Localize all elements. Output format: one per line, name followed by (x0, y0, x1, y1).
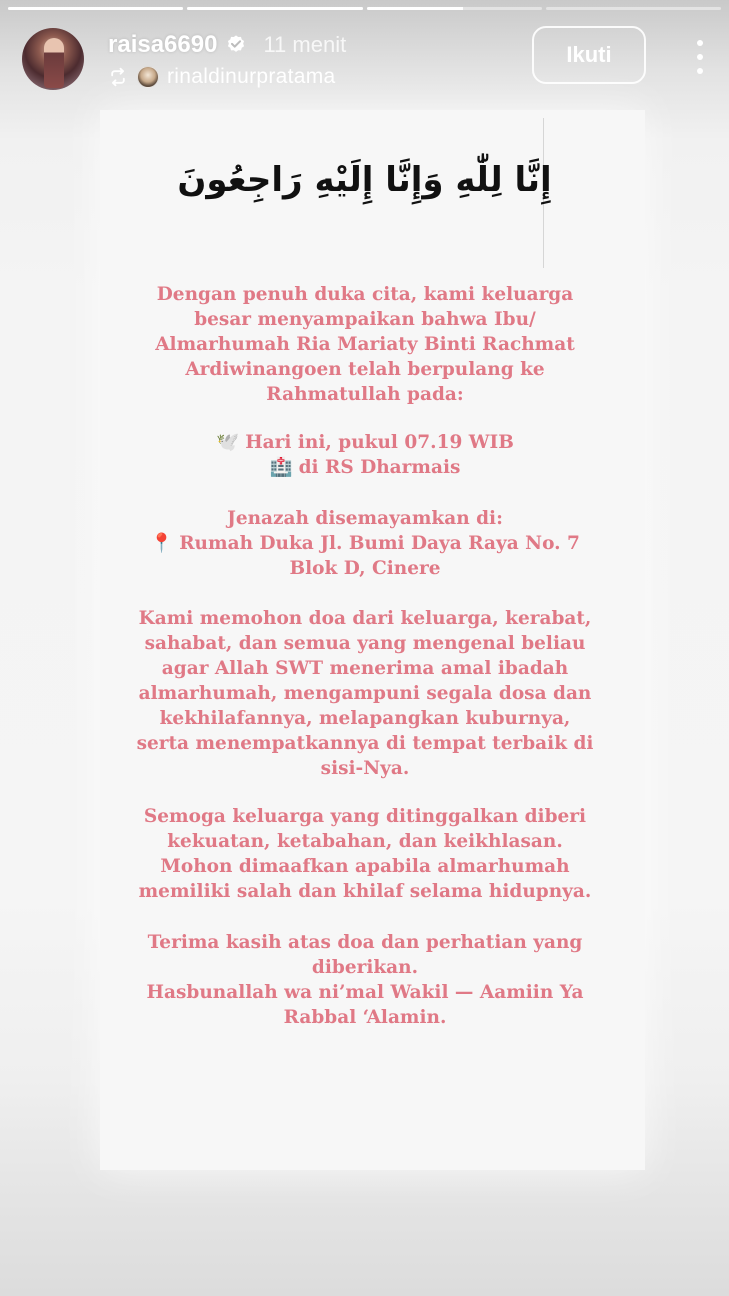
repost-attribution[interactable] (108, 64, 336, 90)
text-line: kekuatan, ketabahan, dan keikhlasan. (167, 831, 563, 852)
story-progress-bar (8, 7, 721, 10)
text-line: Hasbunallah wa ni’mal Wakil — Aamiin Ya (146, 982, 584, 1003)
paragraph-time-place (110, 430, 620, 480)
avatar-figure (44, 38, 64, 88)
progress-segment (8, 7, 183, 10)
text-line: sahabat, dan semua yang mengenal beliau (144, 633, 586, 654)
text-line: Rahmatullah pada: (266, 384, 464, 405)
repost-user-avatar (137, 66, 159, 88)
paragraph-funeral-home (110, 506, 620, 581)
text-line: diberikan. (311, 957, 419, 978)
paragraph-closing (110, 930, 620, 1030)
text-line: Mohon dimaafkan apabila almarhumah (160, 856, 570, 877)
more-vertical-icon[interactable] (691, 40, 709, 74)
text-line (110, 455, 620, 480)
repost-username[interactable]: rinaldinurpratama (167, 65, 336, 88)
post-time: 11 menit (263, 32, 347, 57)
username-link[interactable]: raisa6690 (108, 31, 218, 58)
progress-segment (546, 7, 721, 10)
text-line: besar menyampaikan bahwa Ibu/ (194, 309, 536, 330)
more-dot (697, 40, 703, 46)
text-line: Blok D, Cinere (289, 558, 441, 579)
dove-icon: 🕊️ (216, 432, 240, 453)
text-line: Ardiwinangoen telah berpulang ke (185, 359, 545, 380)
text-line: memiliki salah dan khilaf selama hidupnya. (138, 881, 592, 902)
time-text: Hari ini, pukul 07.19 WIB (245, 432, 514, 453)
hospital-text: di RS Dharmais (298, 457, 461, 478)
text-line: almarhumah, mengampuni segala dosa dan (138, 683, 592, 704)
follow-button[interactable]: Ikuti (532, 26, 646, 84)
text-line: Dengan penuh duka cita, kami keluarga (156, 284, 574, 305)
story-header (22, 26, 709, 92)
text-line: Rabbal ‘Alamin. (283, 1007, 447, 1028)
more-dot (697, 68, 703, 74)
arabic-calligraphy: إِنَّا لِلّٰهِ وَإِنَّا إِلَيْهِ رَاجِعُونَ (177, 160, 552, 200)
hospital-icon: 🏥 (269, 457, 293, 478)
text-line (110, 430, 620, 455)
location-pin-icon: 📍 (150, 533, 174, 554)
paragraph-prayer-request (110, 606, 620, 781)
text-line: Jenazah disemayamkan di: (227, 508, 503, 529)
paragraph-condolence (110, 804, 620, 904)
text-line: Terima kasih atas doa dan perhatian yang (147, 932, 583, 953)
text-line: sisi-Nya. (320, 758, 410, 779)
text-line: Almarhumah Ria Mariaty Binti Rachmat (155, 334, 575, 355)
text-line: Semoga keluarga yang ditinggalkan diberi (143, 806, 587, 827)
text-line: serta menempatkannya di tempat terbaik di (136, 733, 594, 754)
progress-segment (367, 7, 542, 10)
user-avatar[interactable] (22, 28, 84, 90)
address-text: Rumah Duka Jl. Bumi Daya Raya No. 7 (179, 533, 580, 554)
text-line (110, 531, 620, 556)
username-row (108, 30, 346, 60)
text-line: kekhilafannya, melapangkan kuburnya, (159, 708, 571, 729)
paragraph-announcement (110, 282, 620, 407)
progress-segment (187, 7, 362, 10)
more-dot (697, 54, 703, 60)
text-line: Kami memohon doa dari keluarga, kerabat, (138, 608, 592, 629)
verified-badge-icon (225, 34, 247, 56)
repost-icon (108, 67, 128, 87)
text-line: agar Allah SWT menerima amal ibadah (161, 658, 569, 679)
